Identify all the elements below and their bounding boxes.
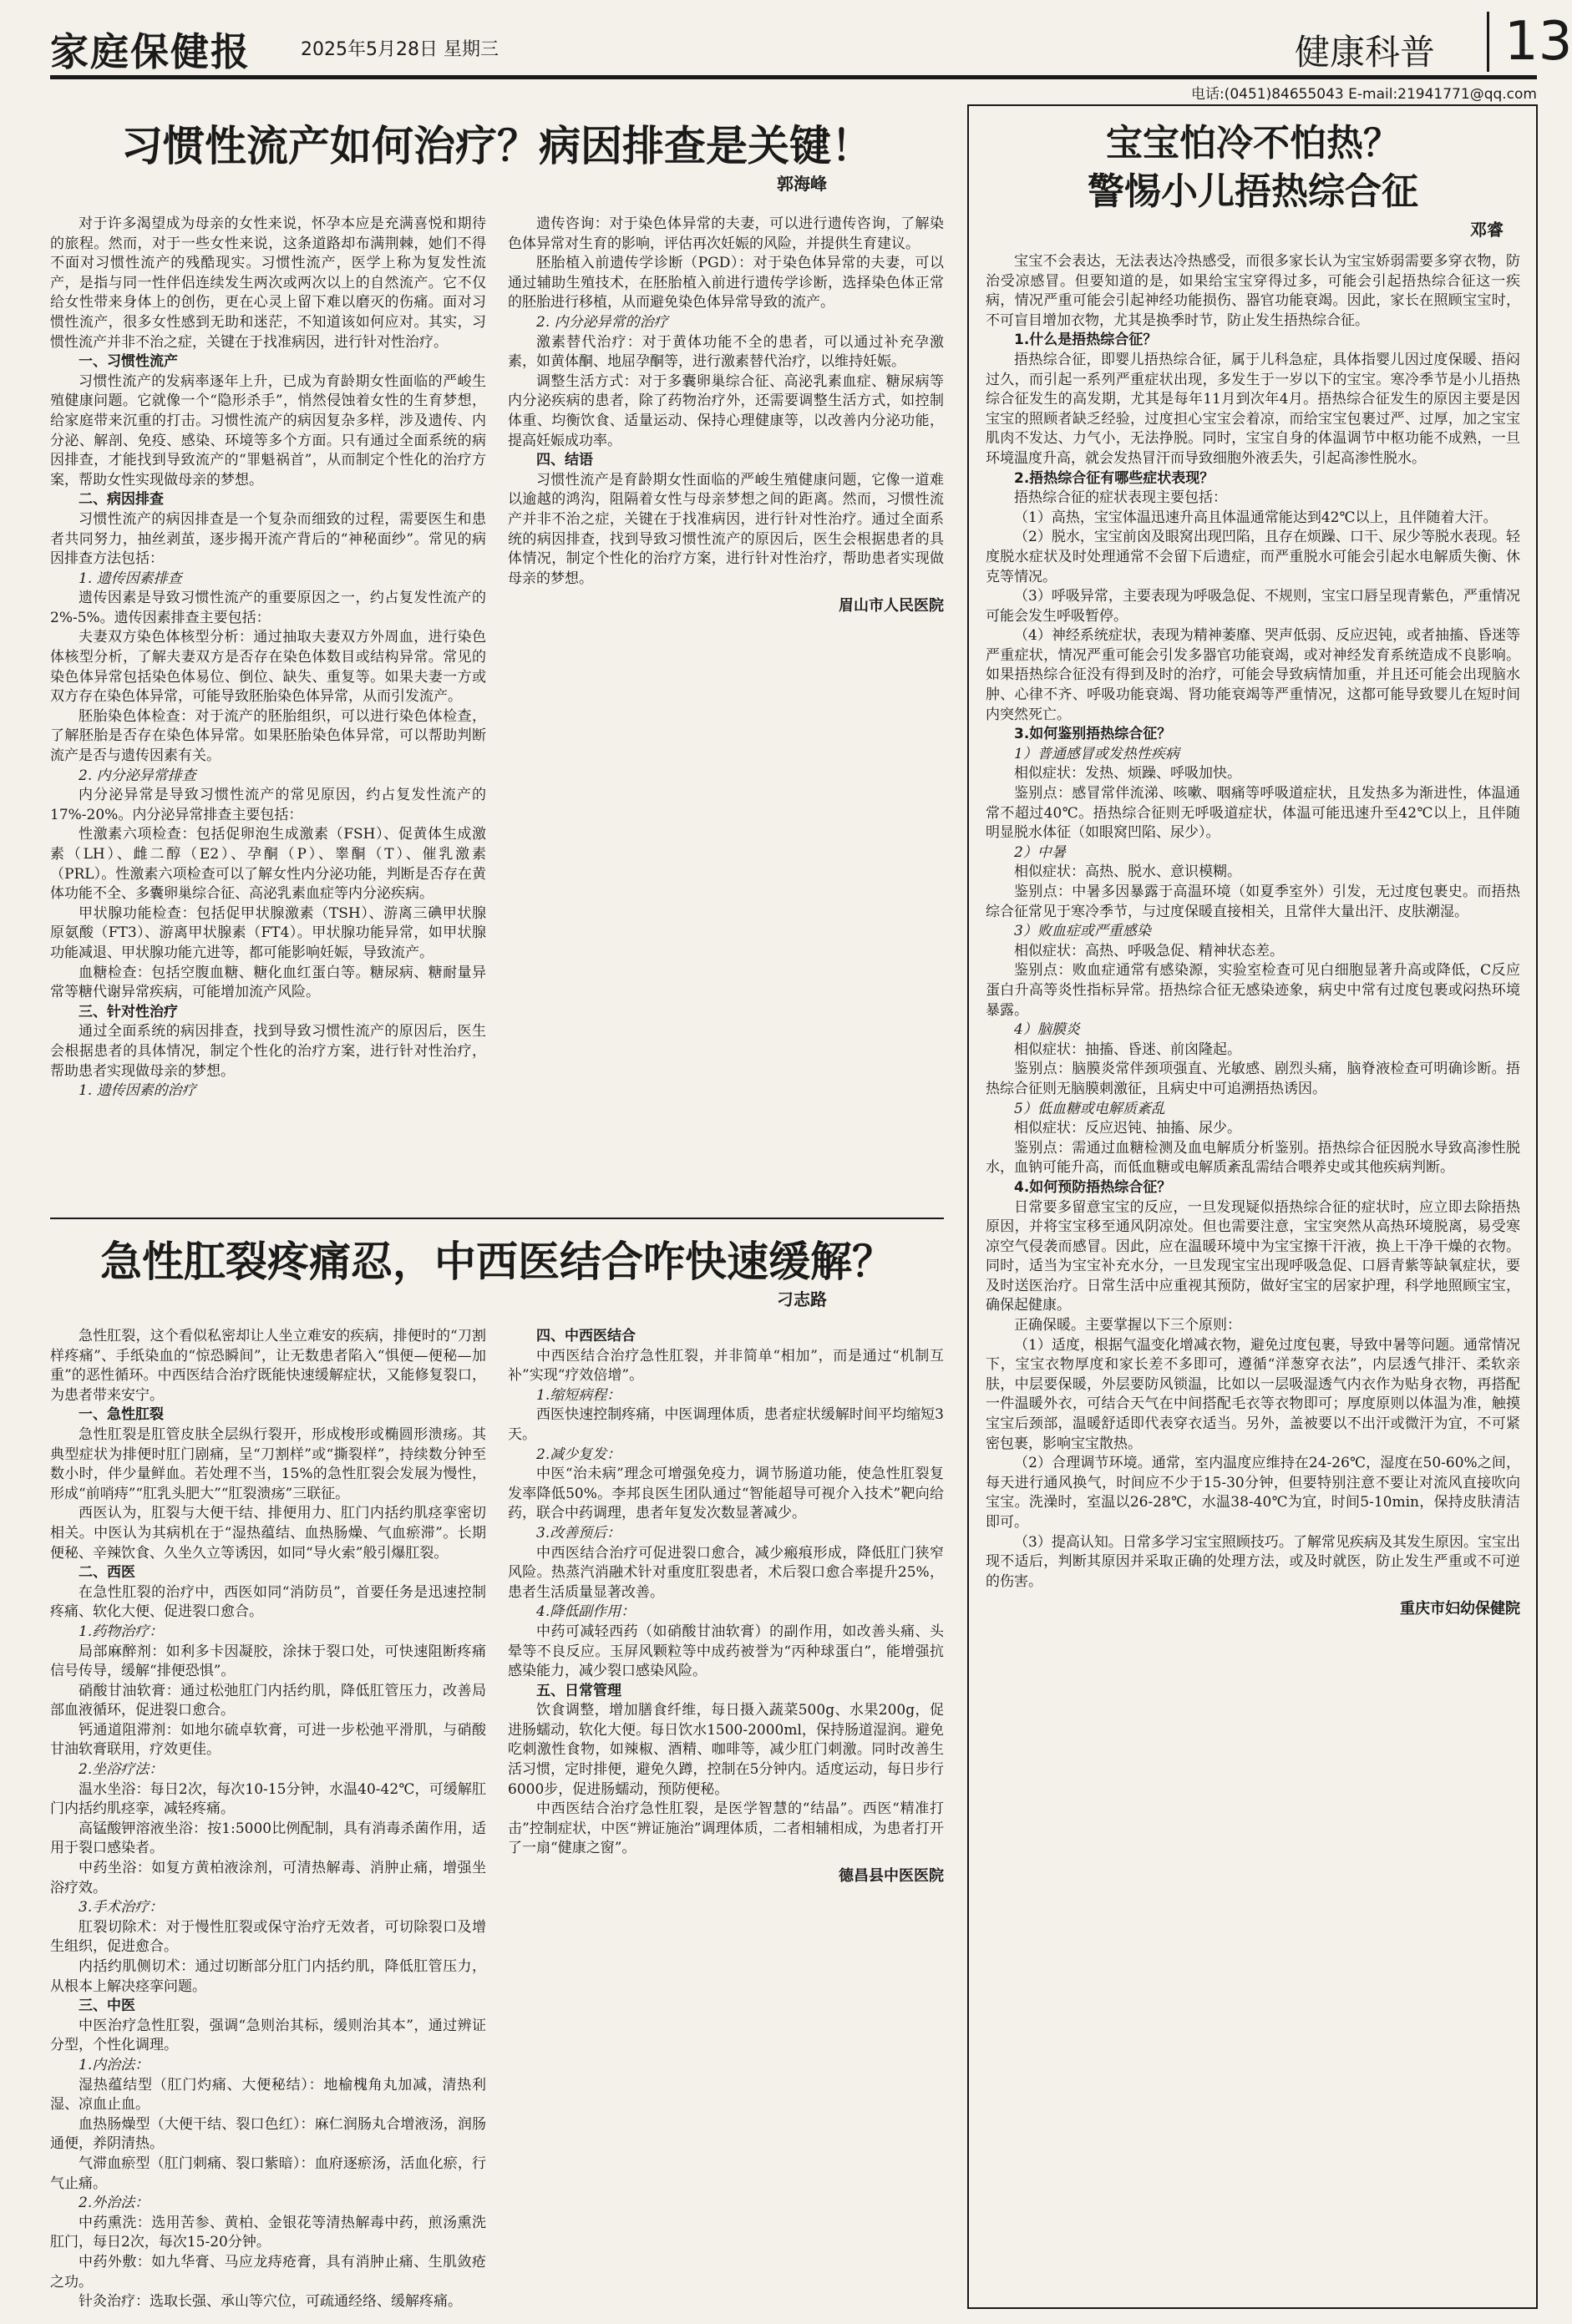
section-heading: 三、中医 [79, 1997, 135, 2015]
paragraph: 习惯性流产是育龄期女性面临的严峻生殖健康问题，它像一道难以逾越的鸿沟，阻隔着女性与母亲梦想之间的距离。然而，习惯性流产并非不治之症，关键在于找准病因，进行针对性治疗。通过全面系统的病因排查，找到导致习惯性流产的原因后，医生会根据患者的具体情况，制定个性化的治疗方案，进行针对性治疗，帮助患者实现做母亲的梦想。 [508, 471, 944, 587]
paragraph: 通过全面系统的病因排查，找到导致习惯性流产的原因后，医生会根据患者的具体情况，制定个性化的治疗方案，进行针对性治疗，帮助患者实现做母亲的梦想。 [50, 1023, 486, 1080]
paragraph: 湿热蕴结型（肛门灼痛、大便秘结）：地榆槐角丸加减，清热利湿、凉血止血。 [50, 2076, 486, 2114]
paragraph: 中药坐浴：如复方黄柏液涂剂，可清热解毒、消肿止痛，增强坐浴疗效。 [50, 1860, 486, 1896]
paragraph: 血热肠燥型（大便干结、裂口色红）：麻仁润肠丸合增液汤，润肠通便，养阴清热。 [50, 2115, 486, 2153]
paragraph: 相似症状：抽搐、昏迷、前囟隆起。 [1014, 1040, 1241, 1058]
paragraph: 钙通道阻滞剂：如地尔硫卓软膏，可进一步松弛平滑肌，与硝酸甘油软膏联用，疗效更佳。 [50, 1721, 486, 1759]
paragraph: 激素替代治疗：对于黄体功能不全的患者，可以通过补充孕激素，如黄体酮、地屈孕酮等，进行激素替代治疗，以维持妊娠。 [508, 333, 944, 371]
subsection-heading: 1.内治法： [79, 2056, 150, 2073]
paragraph: 捂热综合征的症状表现主要包括： [1014, 489, 1227, 507]
paragraph: 中医治疗急性肛裂，强调“急则治其标，缓则治其本”，通过辨证分型，个性化调理。 [50, 2017, 486, 2054]
section-heading: 五、日常管理 [536, 1682, 621, 1699]
paragraph: 调整生活方式：对于多囊卵巢综合征、高泌乳素血症、糖尿病等内分泌疾病的患者，除了药物治疗外，还需要调整生活方式，如控制体重、均衡饮食、适量运动、保持心理健康等，以改善内分泌功能，提高妊娠成功率。 [508, 372, 944, 449]
paragraph: 血糖检查：包括空腹血糖、糖化血红蛋白等。糖尿病、糖耐量异常等糖代谢异常疾病，可能增加流产风险。 [50, 964, 486, 1001]
article-title-line2: 警惕小儿捂热综合征 [1088, 170, 1418, 213]
paragraph: 内分泌异常是导致习惯性流产的常见原因，约占复发性流产的17%-20%。内分泌异常排查主要包括： [50, 787, 486, 823]
article-divider [50, 1218, 944, 1219]
subsection-heading: 2）中暑 [1014, 843, 1066, 861]
subsection-heading: 1. 遗传因素排查 [79, 570, 182, 587]
paragraph: 对于许多渴望成为母亲的女性来说，怀孕本应是充满喜悦和期待的旅程。然而，对于一些女性来说，这条道路却布满荆棘，她们不得不面对习惯性流产的残酷现实。习惯性流产，医学上称为复发性流产，是指与同一性伴侣连续发生两次或两次以上的自然流产。它不仅给女性带来身体上的创伤，更在心灵上留下难以磨灭的伤痛。面对习惯性流产，很多女性感到无助和迷茫，不知道该如何应对。其实，习惯性流产并非不治之症，关键在于找准病因，进行针对性治疗。 [50, 215, 486, 351]
paragraph: 鉴别点：需通过血糖检测及血电解质分析鉴别。捂热综合征因脱水导致高渗性脱水，血钠可能升高，而低血糖或电解质紊乱需结合喂养史或其他疾病判断。 [986, 1139, 1520, 1177]
subsection-heading: 1.缩短病程： [536, 1386, 621, 1404]
subsection-heading: 1）普通感冒或发热性疾病 [1014, 745, 1179, 762]
article-anal-fissure [50, 1233, 944, 2312]
paragraph: 在急性肛裂的治疗中，西医如同“消防员”，首要任务是迅速控制疼痛、软化大便、促进裂口愈合。 [50, 1583, 486, 1621]
paragraph: 局部麻醉剂：如利多卡因凝胶，涂抹于裂口处，可快速阻断疼痛信号传导，缓解“排便恐惧”。 [50, 1643, 486, 1680]
paragraph: 捂热综合征，即婴儿捂热综合征，属于儿科急症，具体指婴儿因过度保暖、捂闷过久，而引起一系列严重症状出现，多发生于一岁以下的宝宝。寒冷季节是小儿捂热综合征发生的高发期，尤其是每年11月到次年4月。捂热综合征发生的原因主要是因宝宝的照顾者缺乏经验，过度担心宝宝会着凉，而给宝宝包裹过严、过厚，加之宝宝肌肉不发达、力气小，无法挣脱。同时，宝宝自身的体温调节中枢功能不成熟，一旦环境温度升高，就会发热冒汗而导致细胞外液丢失，引起高渗性脱水。 [986, 351, 1520, 467]
subsection-heading: 1.药物治疗： [79, 1623, 164, 1640]
subsection-heading: 2. 内分泌异常排查 [79, 767, 196, 784]
paragraph: 日常要多留意宝宝的反应，一旦发现疑似捂热综合征的症状时，应立即去除捂热原因，并将宝宝移至通风阴凉处。但也需要注意，宝宝突然从高热环境脱离，易受寒凉空气侵袭而感冒。因此，应在温暖环境中为宝宝擦干汗液，换上干净干燥的衣物。同时，适当为宝宝补充水分，一旦发现宝宝出现呼吸急促、口唇青紫等缺氧症状，要及时送医治疗。日常生活中应重视其预防，做好宝宝的居家护理，科学地照顾宝宝，确保起健康。 [986, 1198, 1520, 1314]
paragraph: 西医快速控制疼痛，中医调理体质，患者症状缓解时间平均缩短3天。 [508, 1406, 944, 1443]
paragraph: 性激素六项检查：包括促卵泡生成激素（FSH）、促黄体生成激素（LH）、雌二醇（E2）、孕酮（P）、睾酮（T）、催乳激素（PRL）。性激素六项检查可以了解女性内分泌功能，判断是否存在黄体功能不全、多囊卵巢综合征、高泌乳素血症等内分泌疾病。 [50, 826, 486, 903]
subsection-heading: 2. 内分泌异常的治疗 [536, 313, 668, 331]
article-title: 急性肛裂疼痛忍，中西医结合咋快速缓解？ [100, 1237, 894, 1286]
paragraph: 中西医结合治疗急性肛裂，并非简单“相加”，而是通过“机制互补”实现“疗效倍增”。 [508, 1347, 944, 1385]
article-miscarriage [50, 117, 944, 1108]
paragraph: 中药熏洗：选用苦参、黄柏、金银花等清热解毒中药，煎汤熏洗肛门，每日2次，每次15-20分钟。 [50, 2214, 486, 2251]
subsection-heading: 3.手术治疗： [79, 1899, 164, 1916]
paragraph: 饮食调整，增加膳食纤维，每日摄入蔬菜500g、水果200g，促进肠蠕动，软化大便。每日饮水1500-2000ml，保持肠道湿润。避免吃刺激性食物，如辣椒、酒精、咖啡等，减少肛门刺激。同时改善生活习惯，定时排便，避免久蹲，控制在5分钟内。适度运动，每日步行6000步，促进肠蠕动，预防便秘。 [508, 1702, 944, 1798]
subsection-heading: 4.降低副作用： [536, 1603, 636, 1621]
subsection-heading: 2.减少复发： [536, 1446, 621, 1463]
paragraph: 肛裂切除术：对于慢性肛裂或保守治疗无效者，可切除裂口及增生组织，促进愈合。 [50, 1918, 486, 1956]
issue-date: 2025年5月28日 星期三 [301, 39, 499, 60]
subsection-heading: 5）低血糖或电解质紊乱 [1014, 1100, 1165, 1117]
article-author: 郭海峰 [777, 174, 827, 194]
paragraph: 甲状腺功能检查：包括促甲状腺激素（TSH）、游离三碘甲状腺原氨酸（FT3）、游离甲状腺素（FT4）。甲状腺功能异常，如甲状腺功能减退、甲状腺功能亢进等，都可能影响妊娠，导致流产。 [50, 904, 486, 961]
subsection-heading: 2.坐浴疗法： [79, 1761, 164, 1779]
paragraph: 气滞血瘀型（肛门刺痛、裂口紫暗）：血府逐瘀汤，活血化瘀，行气止痛。 [50, 2154, 486, 2192]
paragraph: 相似症状：发热、烦躁、呼吸加快。 [1014, 765, 1241, 782]
article-body [986, 252, 1520, 1618]
subsection-heading: 4）脑膜炎 [1014, 1021, 1080, 1039]
section-heading: 三、针对性治疗 [79, 1003, 178, 1020]
paragraph: （4）神经系统症状，表现为精神萎靡、哭声低弱、反应迟钝，或者抽搐、昏迷等严重症状，情况严重可能会引发多器官功能衰竭，或对神经发育系统造成不良影响。如果捂热综合征没有得到及时的治疗，可能会导致病情加重，并且还可能会出现脑水肿、心律不齐、呼吸功能衰竭、肾功能衰竭等严重情况，这都可能导致婴儿在短时间内突然死亡。 [986, 627, 1520, 723]
paragraph: 宝宝不会表达，无法表达冷热感受，而很多家长认为宝宝娇弱需要多穿衣物，防治受凉感冒。但要知道的是，如果给宝宝穿得过多，可能会引起捂热综合征这一疾病，情况严重可能会引起神经功能损伤、器官功能衰竭。因此，家长在照顾宝宝时，不可盲目增加衣物，尤其是换季时节，防止发生捂热综合征。 [986, 253, 1520, 329]
paragraph: （3）提高认知。日常多学习宝宝照顾技巧。了解常见疾病及其发生原因。宝宝出现不适后，判断其原因并采取正确的处理方法，或及时就医，防止发生严重或不可逆的伤害。 [986, 1533, 1520, 1590]
paragraph: 遗传咨询：对于染色体异常的夫妻，可以进行遗传咨询，了解染色体异常对生育的影响，评估再次妊娠的风险，并提供生育建议。 [508, 215, 944, 252]
section-heading: 一、习惯性流产 [79, 353, 178, 371]
paragraph: 急性肛裂是肛管皮肤全层纵行裂开，形成梭形或椭圆形溃疡。其典型症状为排便时肛门剧痛，呈“刀割样”或“撕裂样”，持续数分钟至数小时，伴少量鲜血。若处理不当，15%的急性肛裂会发展为慢性，形成“前哨痔”“肛乳头肥大”“肛裂溃疡”三联征。 [50, 1425, 486, 1502]
paragraph: 针灸治疗：选取长强、承山等穴位，可疏通经络、缓解疼痛。 [79, 2293, 462, 2311]
section-heading: 4.如何预防捂热综合征？ [1014, 1178, 1172, 1196]
section-heading: 四、结语 [536, 452, 593, 469]
paragraph: 相似症状：反应迟钝、抽搐、尿少。 [1014, 1120, 1241, 1137]
contact-info: 电话:(0451)84655043 E-mail:21941771@qq.com [1190, 86, 1537, 103]
paragraph: 内括约肌侧切术：通过切断部分肛门内括约肌，降低肛管压力，从根本上解决痉挛问题。 [50, 1958, 486, 1995]
subsection-heading: 3）败血症或严重感染 [1014, 923, 1151, 940]
subsection-heading: 3.改善预后： [536, 1524, 621, 1542]
paragraph: 相似症状：高热、脱水、意识模糊。 [1014, 863, 1241, 881]
paragraph: （3）呼吸异常，主要表现为呼吸急促、不规则，宝宝口唇呈现青紫色，严重情况可能会发生呼吸暂停。 [986, 588, 1520, 625]
paragraph: 中西医结合治疗急性肛裂，是医学智慧的“结晶”。西医“精准打击”控制症状，中医“辨证施治”调理体质，二者相辅相成，为患者打开了一扇“健康之窗”。 [508, 1800, 944, 1857]
section-heading: 二、西医 [79, 1564, 135, 1582]
paragraph: 中药可减轻西药（如硝酸甘油软膏）的副作用，如改善头痛、头晕等不良反应。玉屏风颗粒等中成药被誉为“丙种球蛋白”，能增强抗感染能力，减少裂口感染风险。 [508, 1623, 944, 1680]
section-heading: 2.捂热综合征有哪些症状表现？ [1014, 469, 1214, 487]
paragraph: 硝酸甘油软膏：通过松弛肛门内括约肌，降低肛管压力，改善局部血液循环，促进裂口愈合。 [50, 1682, 486, 1719]
subsection-heading: 2.外治法： [79, 2195, 150, 2212]
paragraph: 温水坐浴：每日2次，每次10-15分钟，水温40-42℃，可缓解肛门内括约肌痉挛，减轻疼痛。 [50, 1780, 486, 1818]
paragraph: （1）高热，宝宝体温迅速升高且体温通常能达到42℃以上，且伴随着大汗。 [1014, 509, 1498, 526]
paragraph: 高锰酸钾溶液坐浴：按1:5000比例配制，具有消毒杀菌作用，适用于裂口感染者。 [50, 1820, 486, 1857]
article-author: 刁志路 [777, 1289, 827, 1309]
article-signature: 德昌县中医医院 [839, 1867, 944, 1886]
paragraph: （2）合理调节环境。通常，室内温度应维持在24-26℃，湿度在50-60%之间，每天进行通风换气，时间应不少于15-30分钟，但要特别注意不要让对流风直接吹向宝宝。洗澡时，室温以26-28℃，水温38-40℃为宜，时间5-10min，保持皮肤清洁即可。 [986, 1455, 1520, 1531]
masthead [50, 11, 1572, 79]
article-body [50, 215, 944, 1108]
paragraph: 中西医结合治疗可促进裂口愈合，减少瘢痕形成，降低肛门狭窄风险。热蒸汽消融术针对重度肛裂患者，术后裂口愈合率提升25%，患者生活质量显著改善。 [508, 1544, 944, 1601]
section-heading: 一、急性肛裂 [79, 1406, 164, 1424]
paragraph: 鉴别点：败血症通常有感染源，实验室检查可见白细胞显著升高或降低，C反应蛋白升高等炎性指标异常。捂热综合征无感染迹象，病史中常有过度包裹或闷热环境暴露。 [986, 962, 1520, 1019]
paragraph: 胚胎植入前遗传学诊断（PGD）：对于染色体异常的夫妻，可以通过辅助生殖技术，在胚胎植入前进行遗传学诊断，选择染色体正常的胚胎进行移植，从而避免染色体异常导致的流产。 [508, 255, 944, 311]
paragraph: 相似症状：高热、呼吸急促、精神状态差。 [1014, 942, 1284, 959]
paragraph: 中医“治未病”理念可增强免疫力，调节肠道功能，使急性肛裂复发率降低50%。李邦良医生团队通过“智能超导可视介入技术”靶向给药，联合中药调理，患者年复发次数显著减少。 [508, 1466, 944, 1522]
paragraph: 习惯性流产的发病率逐年上升，已成为育龄期女性面临的严峻生殖健康问题。它就像一个“隐形杀手”，悄然侵蚀着女性的生育梦想，给家庭带来沉重的打击。习惯性流产的病因复杂多样，涉及遗传、内分泌、解剖、免疫、感染、环境等多个方面。只有通过全面系统的病因排查，才能找到导致流产的“罪魁祸首”，从而制定个性化的治疗方案，帮助女性实现做母亲的梦想。 [50, 372, 486, 489]
article-author: 邓睿 [1470, 220, 1504, 240]
paragraph: 正确保暖。主要掌握以下三个原则： [1014, 1317, 1241, 1334]
paragraph: 习惯性流产的病因排查是一个复杂而细致的过程，需要医生和患者共同努力，抽丝剥茧，逐步揭开流产背后的“神秘面纱”。常见的病因排查方法包括： [50, 510, 486, 568]
page-number: 13 [1487, 12, 1572, 72]
article-body [50, 1327, 944, 2312]
section-heading: 四、中西医结合 [536, 1328, 636, 1344]
paragraph: 胚胎染色体检查：对于流产的胚胎组织，可以进行染色体检查，了解胚胎是否存在染色体异常。如果胚胎染色体异常，可以帮助判断流产是否与遗传因素有关。 [50, 707, 486, 765]
section-heading: 1.什么是捂热综合征？ [1014, 332, 1158, 349]
article-overheating-box [967, 104, 1538, 2309]
section-heading: 3.如何鉴别捂热综合征？ [1014, 726, 1172, 743]
paragraph: 夫妻双方染色体核型分析：通过抽取夫妻双方外周血，进行染色体核型分析，了解夫妻双方是否存在染色体数目或结构异常。常见的染色体异常包括染色体易位、倒位、缺失、重复等。如果夫妻一方或双方存在染色体异常，可能导致胚胎染色体异常，从而引发流产。 [50, 629, 486, 706]
article-title-line1: 宝宝怕冷不怕热？ [1106, 122, 1400, 165]
subsection-heading: 1. 遗传因素的治疗 [79, 1082, 196, 1100]
article-signature: 眉山市人民医院 [839, 597, 944, 615]
section-heading: 二、病因排查 [79, 491, 164, 509]
paragraph: 西医认为，肛裂与大便干结、排便用力、肛门内括约肌痉挛密切相关。中医认为其病机在于“湿热蕴结、血热肠燥、气血瘀滞”。长期便秘、辛辣饮食、久坐久立等诱因，如同“导火索”般引爆肛裂。 [50, 1505, 486, 1562]
paragraph: 鉴别点：脑膜炎常伴颈项强直、光敏感、剧烈头痛，脑脊液检查可明确诊断。捂热综合征则无脑膜刺激征，且病史中可追溯捂热诱因。 [986, 1061, 1520, 1097]
paragraph: （1）适度，根据气温变化增减衣物，避免过度包裹，导致中暑等问题。通常情况下，宝宝衣物厚度和家长差不多即可，遵循“洋葱穿衣法”，内层透气排汗、柔软亲肤，中层要保暖，外层要防风锁温，比如以一层吸湿透气内衣作为贴身衣物，再搭配一件温暖外衣，可结合天气在中间搭配毛衣等衣物即可；厚度原则以体温为准，触摸宝宝后颈部，温暖舒适即代表穿衣适当。另外，盖被要以不出汗或微汗为宜，不可紧密包裹，影响宝宝散热。 [986, 1336, 1520, 1452]
paper-name: 家庭保健报 [50, 29, 251, 74]
paragraph: （2）脱水，宝宝前囟及眼窝出现凹陷，且存在烦躁、口干、尿少等脱水表现。轻度脱水症状及时处理通常不会留下后遗症，而严重脱水可能会引起水电解质失衡、休克等情况。 [986, 529, 1520, 585]
paragraph: 鉴别点：中暑多因暴露于高温环境（如夏季室外）引发，无过度包裹史。而捂热综合征常见于寒冷季节，与过度保暖直接相关，且常伴大量出汗、皮肤潮湿。 [986, 884, 1520, 920]
paragraph: 中药外敷：如九华膏、马应龙痔疮膏，具有消肿止痛、生肌敛疮之功。 [50, 2253, 486, 2291]
section-name: 健康科普 [1295, 32, 1436, 73]
paragraph: 遗传因素是导致习惯性流产的重要原因之一，约占复发性流产的2%-5%。遗传因素排查主要包括： [50, 590, 486, 626]
paragraph: 鉴别点：感冒常伴流涕、咳嗽、咽痛等呼吸道症状，且发热多为渐进性，体温通常不超过40℃。捂热综合征则无呼吸道症状，体温可能迅速升至42℃以上，且伴随明显脱水体征（如眼窝凹陷、尿少）。 [986, 785, 1520, 842]
paragraph: 急性肛裂，这个看似私密却让人坐立难安的疾病，排便时的“刀割样疼痛”、手纸染血的“惊恐瞬间”，让无数患者陷入“惧便—便秘—加重”的恶性循环。中西医结合治疗既能快速缓解症状，又能修复裂口，为患者带来安宁。 [50, 1328, 486, 1404]
article-signature: 重庆市妇幼保健院 [1400, 1600, 1520, 1618]
article-title: 习惯性流产如何治疗？病因排查是关键！ [121, 121, 873, 170]
